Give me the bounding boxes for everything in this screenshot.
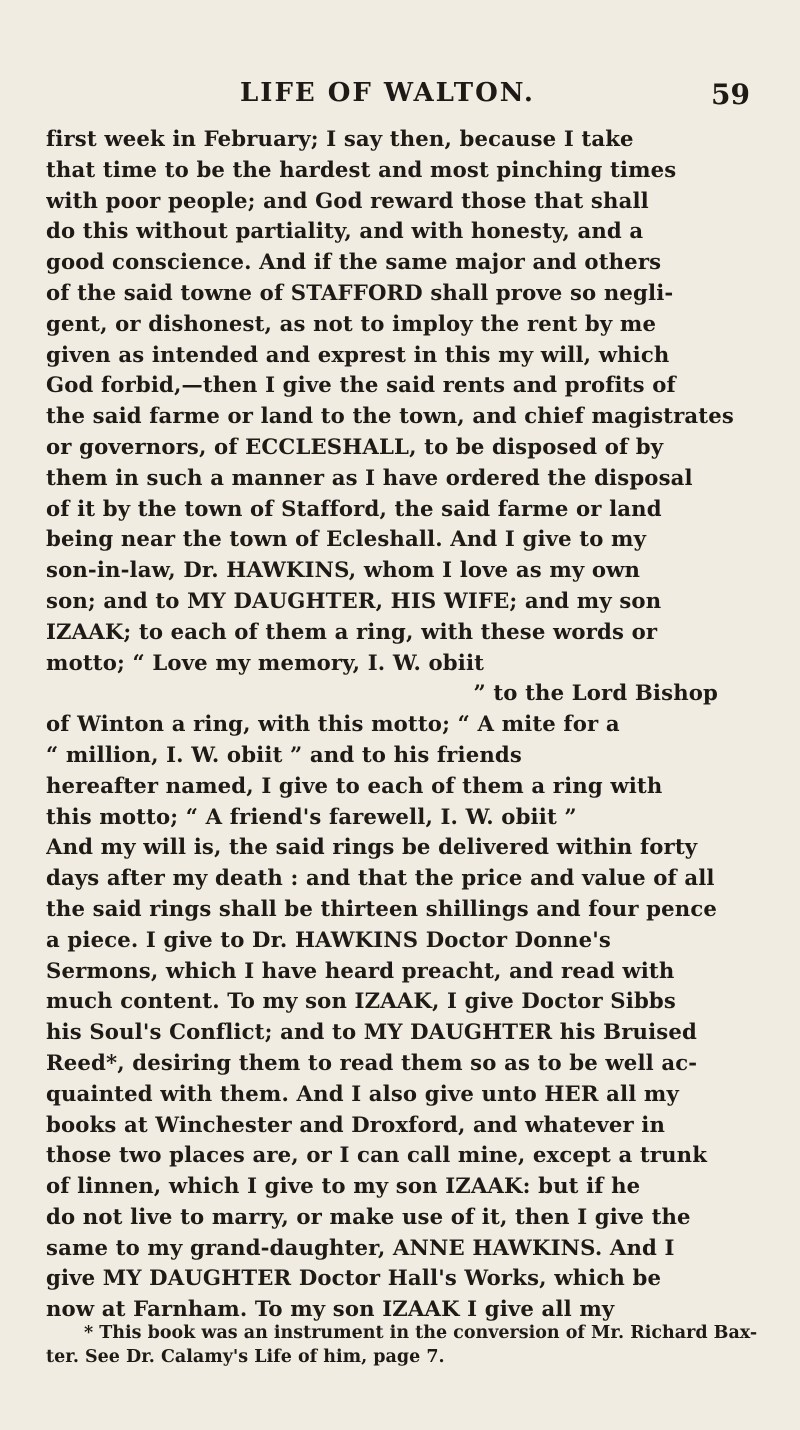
text-line: of linnen, which I give to my son IZAAK: but if he xyxy=(46,1173,641,1199)
text-line: this motto; “ A friend's farewell, I. W. obiit ” xyxy=(46,803,577,829)
text-line: those two places are, or I can call mine, except a trunk xyxy=(46,1142,708,1168)
text-line: his Soul's Conflict; and to MY DAUGHTER his Bruised xyxy=(46,1019,697,1045)
footnote-line: ter. See Dr. Calamy's Life of him, page 7. xyxy=(46,1347,445,1367)
text-line: gent, or dishonest, as not to imploy the rent by me xyxy=(46,310,657,336)
text-line: good conscience. And if the same major and others xyxy=(46,249,662,275)
text-line: first week in February; I say then, because I take xyxy=(46,126,634,151)
text-line: son; and to MY DAUGHTER, HIS WIFE; and my son xyxy=(46,587,662,613)
text-line: now at Farnham. To my son IZAAK I give all my xyxy=(46,1296,615,1322)
text-line: much content. To my son IZAAK, I give Doctor Sibbs xyxy=(46,988,676,1014)
text-line: give MY DAUGHTER Doctor Hall's Works, which be xyxy=(46,1265,662,1291)
text-line: the said farme or land to the town, and chief magistrates xyxy=(46,403,734,429)
text-line: And my will is, the said rings be delivered within forty xyxy=(46,834,698,860)
text-line: of Winton a ring, with this motto; “ A mite for a xyxy=(46,711,620,737)
text-line: of it by the town of Stafford, the said farme or land xyxy=(46,495,662,521)
text-line: do not live to marry, or make use of it, then I give the xyxy=(46,1203,691,1229)
body-text xyxy=(46,124,758,1325)
text-line: God forbid,—then I give the said rents and profits of xyxy=(46,372,676,398)
text-line: a piece. I give to Dr. HAWKINS Doctor Donne's xyxy=(46,926,611,952)
text-line: them in such a manner as I have ordered the disposal xyxy=(46,464,693,490)
text-line: given as intended and exprest in this my will, which xyxy=(46,341,670,367)
text-line: quainted with them. And I also give unto HER all my xyxy=(46,1080,679,1106)
text-line: IZAAK; to each of them a ring, with these words or xyxy=(46,618,658,644)
text-line: being near the town of Ecleshall. And I give to my xyxy=(46,526,647,552)
footnote xyxy=(46,1321,758,1369)
text-line: son-in-law, Dr. HAWKINS, whom I love as my own xyxy=(46,557,641,583)
text-line: motto; “ Love my memory, I. W. obiit xyxy=(46,649,485,675)
text-line: Sermons, which I have heard preacht, and read with xyxy=(46,957,675,983)
text-line: hereafter named, I give to each of them a ring with xyxy=(46,772,663,798)
text-line: Reed*, desiring them to read them so as to be well ac- xyxy=(46,1049,698,1075)
text-line: of the said towne of STAFFORD shall prove so negli- xyxy=(46,279,674,305)
running-head xyxy=(60,78,750,116)
text-line: ” to the Lord Bishop xyxy=(473,680,718,706)
text-line: days after my death : and that the price and value of all xyxy=(46,865,715,891)
text-line: books at Winchester and Droxford, and whatever in xyxy=(46,1111,666,1137)
footnote-line: * This book was an instrument in the conversion of Mr. Richard Bax- xyxy=(84,1323,758,1343)
text-line: the said rings shall be thirteen shillings and four pence xyxy=(46,895,718,921)
text-line: same to my grand-daughter, ANNE HAWKINS. And I xyxy=(46,1234,675,1260)
text-line: “ million, I. W. obiit ” and to his friends xyxy=(46,741,522,767)
text-line: do this without partiality, and with honesty, and a xyxy=(46,218,644,244)
running-title: LIFE OF WALTON. xyxy=(240,78,535,108)
page-number: 59 xyxy=(711,78,750,111)
text-line: with poor people; and God reward those that shall xyxy=(46,187,649,213)
text-line: or governors, of ECCLESHALL, to be disposed of by xyxy=(46,433,664,459)
text-line: that time to be the hardest and most pinching times xyxy=(46,156,677,182)
